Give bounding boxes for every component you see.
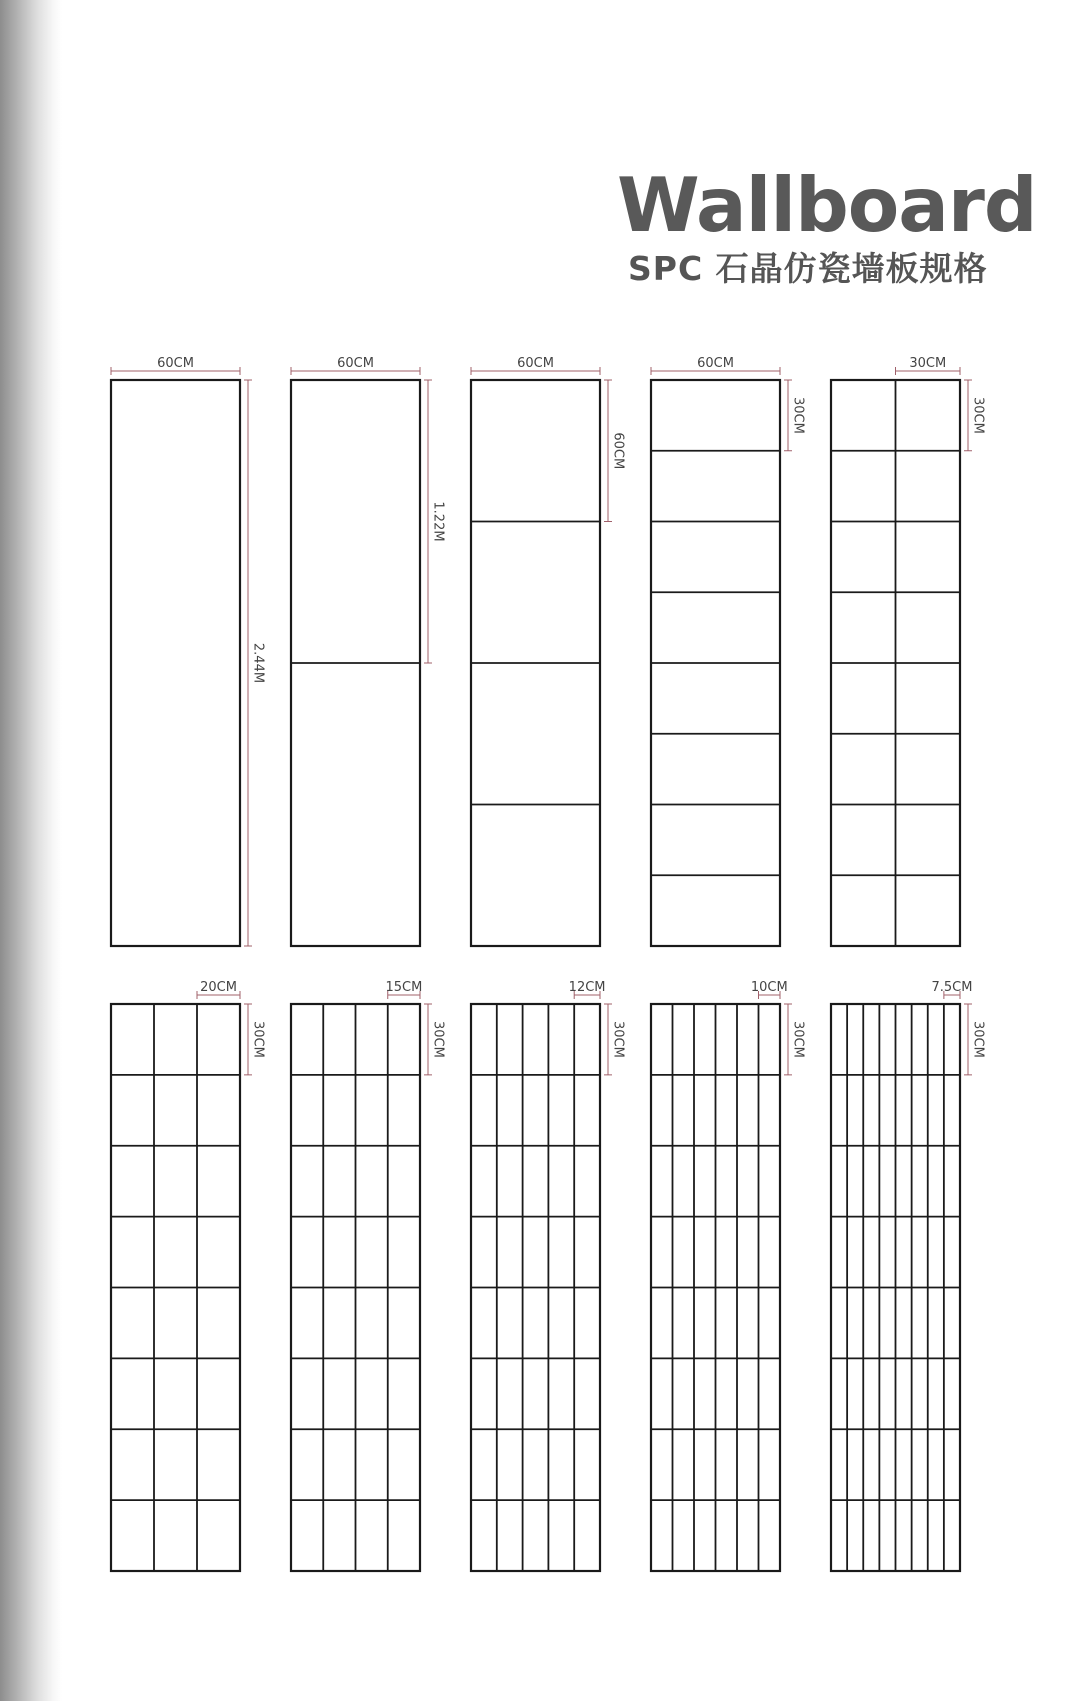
panel-7.5x30-height-label: 30CM — [970, 1021, 986, 1058]
panel-full-board-height-label: 2.44M — [250, 642, 266, 684]
panel-20x30-height-label: 30CM — [250, 1021, 266, 1058]
panel-30x30-width-label: 30CM — [909, 356, 947, 371]
panel-15x30-width-label: 15CM — [385, 980, 423, 995]
panel-20x30-width-label: 20CM — [200, 980, 237, 995]
panel-full-board-frame — [111, 380, 240, 946]
panel-full-board-width-label: 60CM — [157, 356, 194, 371]
panel-half-board-width-label: 60CM — [337, 356, 374, 371]
panel-12x30-width-label: 12CM — [568, 980, 606, 995]
panel-60x30-width-label: 60CM — [697, 356, 734, 371]
panel-7.5x30-width-label: 7.5CM — [931, 980, 973, 995]
panel-half-board-height-label: 1.22M — [430, 501, 446, 542]
panel-60x60-height-label: 60CM — [610, 432, 626, 470]
panel-30x30-height-label: 30CM — [970, 396, 986, 434]
panel-15x30-height-label: 30CM — [430, 1021, 446, 1058]
panel-60x30-height-label: 30CM — [790, 396, 806, 434]
panel-12x30-height-label: 30CM — [610, 1021, 626, 1058]
panel-60x60-width-label: 60CM — [517, 356, 554, 371]
panel-10x30-width-label: 10CM — [750, 980, 788, 995]
panel-10x30-height-label: 30CM — [790, 1021, 806, 1058]
page-title: Wallboard — [617, 161, 1037, 249]
page-subtitle: SPC 石晶仿瓷墙板规格 — [628, 249, 988, 288]
